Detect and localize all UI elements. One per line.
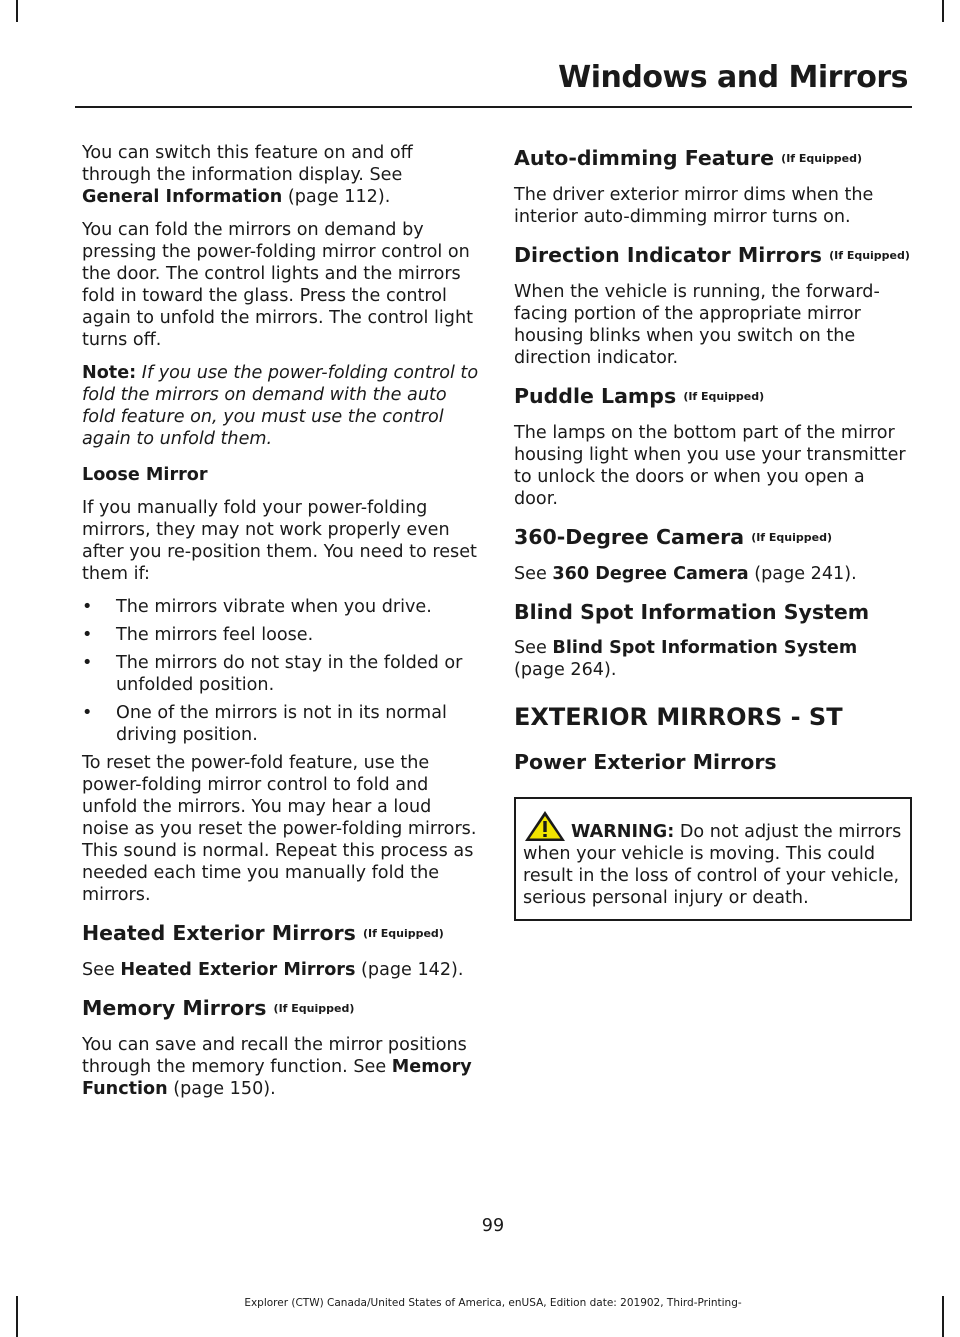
warning-text: Do not adjust the mirrors when your vehicle is moving. This could result in the loss of control of your vehicle, serious personal injury or death. [523, 822, 902, 908]
note [82, 362, 480, 450]
paragraph-360-camera: See 360 Degree Camera (page 241). [514, 564, 857, 584]
warning-triangle-icon [523, 809, 567, 843]
crop-mark-top-left [16, 0, 18, 22]
left-column [82, 142, 480, 1111]
paragraph-loose-mirror: If you manually fold your power-folding mirrors, they may not work properly even after you re-position them. You need to reset them if: [82, 498, 477, 584]
heading-puddle-lamps: Puddle Lamps (If Equipped) [514, 384, 765, 408]
paragraph-heated: See Heated Exterior Mirrors (page 142). [82, 960, 464, 980]
heading-power-exterior-mirrors: Power Exterior Mirrors [514, 750, 777, 774]
link-heated-exterior-mirrors[interactable]: Heated Exterior Mirrors [120, 960, 356, 980]
paragraph-direction-indicator: When the vehicle is running, the forward-facing portion of the appropriate mirror housing blinks when you switch on the direction indicator. [514, 282, 880, 368]
crop-mark-top-right [942, 0, 944, 22]
note-label: Note: [82, 363, 137, 383]
header-rule [75, 106, 912, 108]
heading-loose-mirror: Loose Mirror [82, 465, 208, 485]
link-360-degree-camera[interactable]: 360 Degree Camera [552, 564, 749, 584]
paragraph-memory: You can save and recall the mirror positions through the memory function. See Memory Function (page 150). [82, 1035, 472, 1099]
link-blind-spot-information-system[interactable]: Blind Spot Information System [552, 638, 858, 658]
heading-auto-dimming: Auto-dimming Feature (If Equipped) [514, 146, 863, 170]
heading-360-camera: 360-Degree Camera (If Equipped) [514, 525, 833, 549]
paragraph-reset: To reset the power-fold feature, use the power-folding mirror control to fold and unfold the mirrors. You may hear a loud noise as you reset the power-folding mirrors. This sound is normal. Repeat this process as needed each time you manually fold the mirrors. [82, 753, 477, 905]
section-title: EXTERIOR MIRRORS - ST [514, 703, 843, 731]
note-text: If you use the power-folding control to fold the mirrors on demand with the auto fold feature on, you must use the control again to unfold them. [82, 363, 479, 449]
list-item: • The mirrors feel loose. [82, 625, 314, 645]
page-number: 99 [481, 1216, 505, 1236]
page-title: Windows and Mirrors [558, 60, 908, 95]
paragraph-fold-on-demand: You can fold the mirrors on demand by pressing the power-folding mirror control on the door. The control lights and the mirrors fold in toward the glass. Press the control again to unfold the mirrors. The control light turns off. [82, 220, 474, 350]
link-general-information[interactable]: General Information [82, 187, 283, 207]
link-memory-function[interactable]: Memory Function [82, 1057, 472, 1099]
paragraph-info-display: You can switch this feature on and off through the information display. See General Information (page 112). [82, 143, 413, 207]
heading-blind-spot: Blind Spot Information System [514, 600, 870, 624]
list-item: • The mirrors do not stay in the folded or unfolded position. [82, 653, 463, 695]
list-item: • The mirrors vibrate when you drive. [82, 597, 432, 617]
heading-heated-mirrors: Heated Exterior Mirrors (If Equipped) [82, 921, 444, 945]
heading-direction-indicator: Direction Indicator Mirrors (If Equipped) [514, 243, 910, 267]
paragraph-auto-dimming: The driver exterior mirror dims when the interior auto-dimming mirror turns on. [514, 185, 874, 227]
paragraph-blind-spot: See Blind Spot Information System (page 264). [514, 638, 858, 680]
list-item: • One of the mirrors is not in its normal driving position. [82, 703, 447, 745]
heading-memory-mirrors: Memory Mirrors (If Equipped) [82, 996, 355, 1020]
footer-edition: Explorer (CTW) Canada/United States of America, enUSA, Edition date: 201902, Third-Printing- [244, 1297, 742, 1309]
paragraph-puddle-lamps: The lamps on the bottom part of the mirror housing light when you use your transmitter to unlock the doors or when you open a door. [514, 423, 906, 509]
bullet-list [82, 596, 480, 746]
warning-box [514, 797, 912, 921]
warning-label: WARNING: [571, 822, 675, 842]
right-column [514, 145, 912, 921]
